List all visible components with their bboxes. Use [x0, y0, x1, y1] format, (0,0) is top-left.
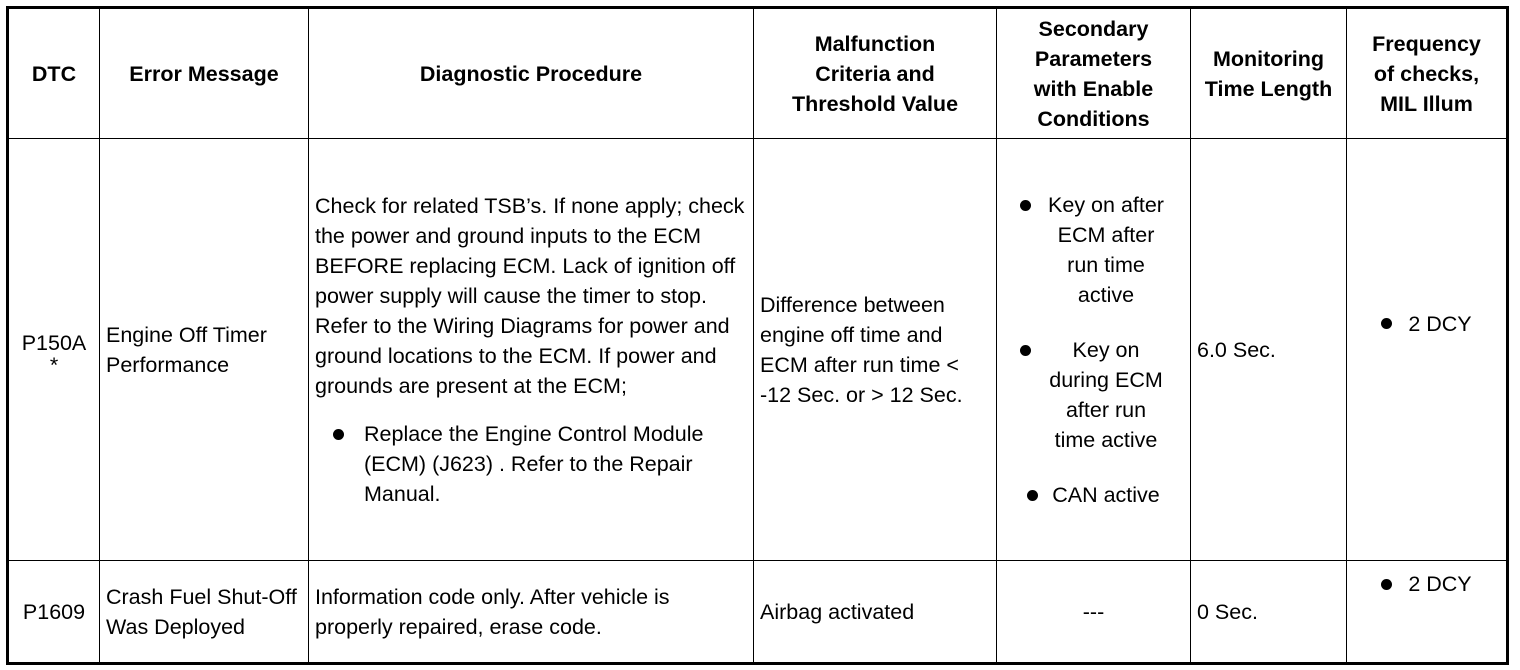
dtc-cell	[8, 139, 100, 561]
dtc-cell: P1609	[8, 561, 100, 664]
error-message-cell: Crash Fuel Shut-Off Was Deployed	[100, 561, 309, 664]
list-item	[1027, 480, 1160, 510]
header-error-message: Error Message	[100, 8, 309, 139]
list-item	[1020, 335, 1167, 455]
table-row	[8, 561, 1508, 664]
monitoring-time-cell: 0 Sec.	[1191, 561, 1347, 664]
procedure-bullet	[333, 419, 747, 509]
header-dtc: DTC	[8, 8, 100, 139]
bullet-icon	[1381, 318, 1392, 329]
header-malfunction-criteria: Malfunction Criteria and Threshold Value	[754, 8, 997, 139]
frequency-value	[1353, 569, 1500, 599]
bullet-icon	[1381, 579, 1392, 590]
bullet-icon	[333, 429, 344, 440]
bullet-icon	[1020, 345, 1031, 356]
monitoring-time-cell: 6.0 Sec.	[1191, 139, 1347, 561]
frequency-cell	[1347, 561, 1508, 664]
header-row	[8, 8, 1508, 139]
table-row	[8, 139, 1508, 561]
secondary-list	[1003, 190, 1184, 510]
error-message-cell: Engine Off Timer Performance	[100, 139, 309, 561]
header-frequency: Frequency of checks, MIL Illum	[1347, 8, 1508, 139]
secondary-item-text: Key on after ECM after run time active	[1048, 192, 1164, 307]
malfunction-cell: Airbag activated	[754, 561, 997, 664]
secondary-cell: ---	[997, 561, 1191, 664]
dtc-code: P150A	[21, 330, 87, 355]
frequency-text: 2 DCY	[1408, 311, 1472, 336]
bullet-icon	[1020, 200, 1031, 211]
list-item	[1020, 190, 1167, 310]
frequency-text: 2 DCY	[1408, 572, 1472, 596]
procedure-bullet-text: Replace the Engine Control Module (ECM) (J623) . Refer to the Repair Manual.	[364, 421, 704, 506]
dtc-note: *	[49, 352, 59, 377]
bullet-icon	[1027, 490, 1038, 501]
secondary-cell	[997, 139, 1191, 561]
malfunction-cell: Difference between engine off time and ECM after run time < -12 Sec. or > 12 Sec.	[754, 139, 997, 561]
procedure-cell: Information code only. After vehicle is properly repaired, erase code.	[309, 561, 754, 664]
procedure-cell	[309, 139, 754, 561]
frequency-cell	[1347, 139, 1508, 561]
header-monitoring-time: Monitoring Time Length	[1191, 8, 1347, 139]
header-diagnostic-procedure: Diagnostic Procedure	[309, 8, 754, 139]
procedure-text: Check for related TSB’s. If none apply; check the power and ground inputs to the ECM BEFORE replacing ECM. Lack of ignition off power supply will cause the timer to stop. Refer to the Wiring Diagrams for power and ground locations to the ECM. If power and grounds are present at the ECM;	[315, 193, 745, 398]
header-secondary-parameters: Secondary Parameters with Enable Conditions	[997, 8, 1191, 139]
dtc-table	[6, 6, 1509, 665]
secondary-item-text: CAN active	[1052, 482, 1160, 507]
secondary-item-text: Key on during ECM after run time active	[1049, 337, 1163, 452]
frequency-value	[1353, 309, 1500, 339]
